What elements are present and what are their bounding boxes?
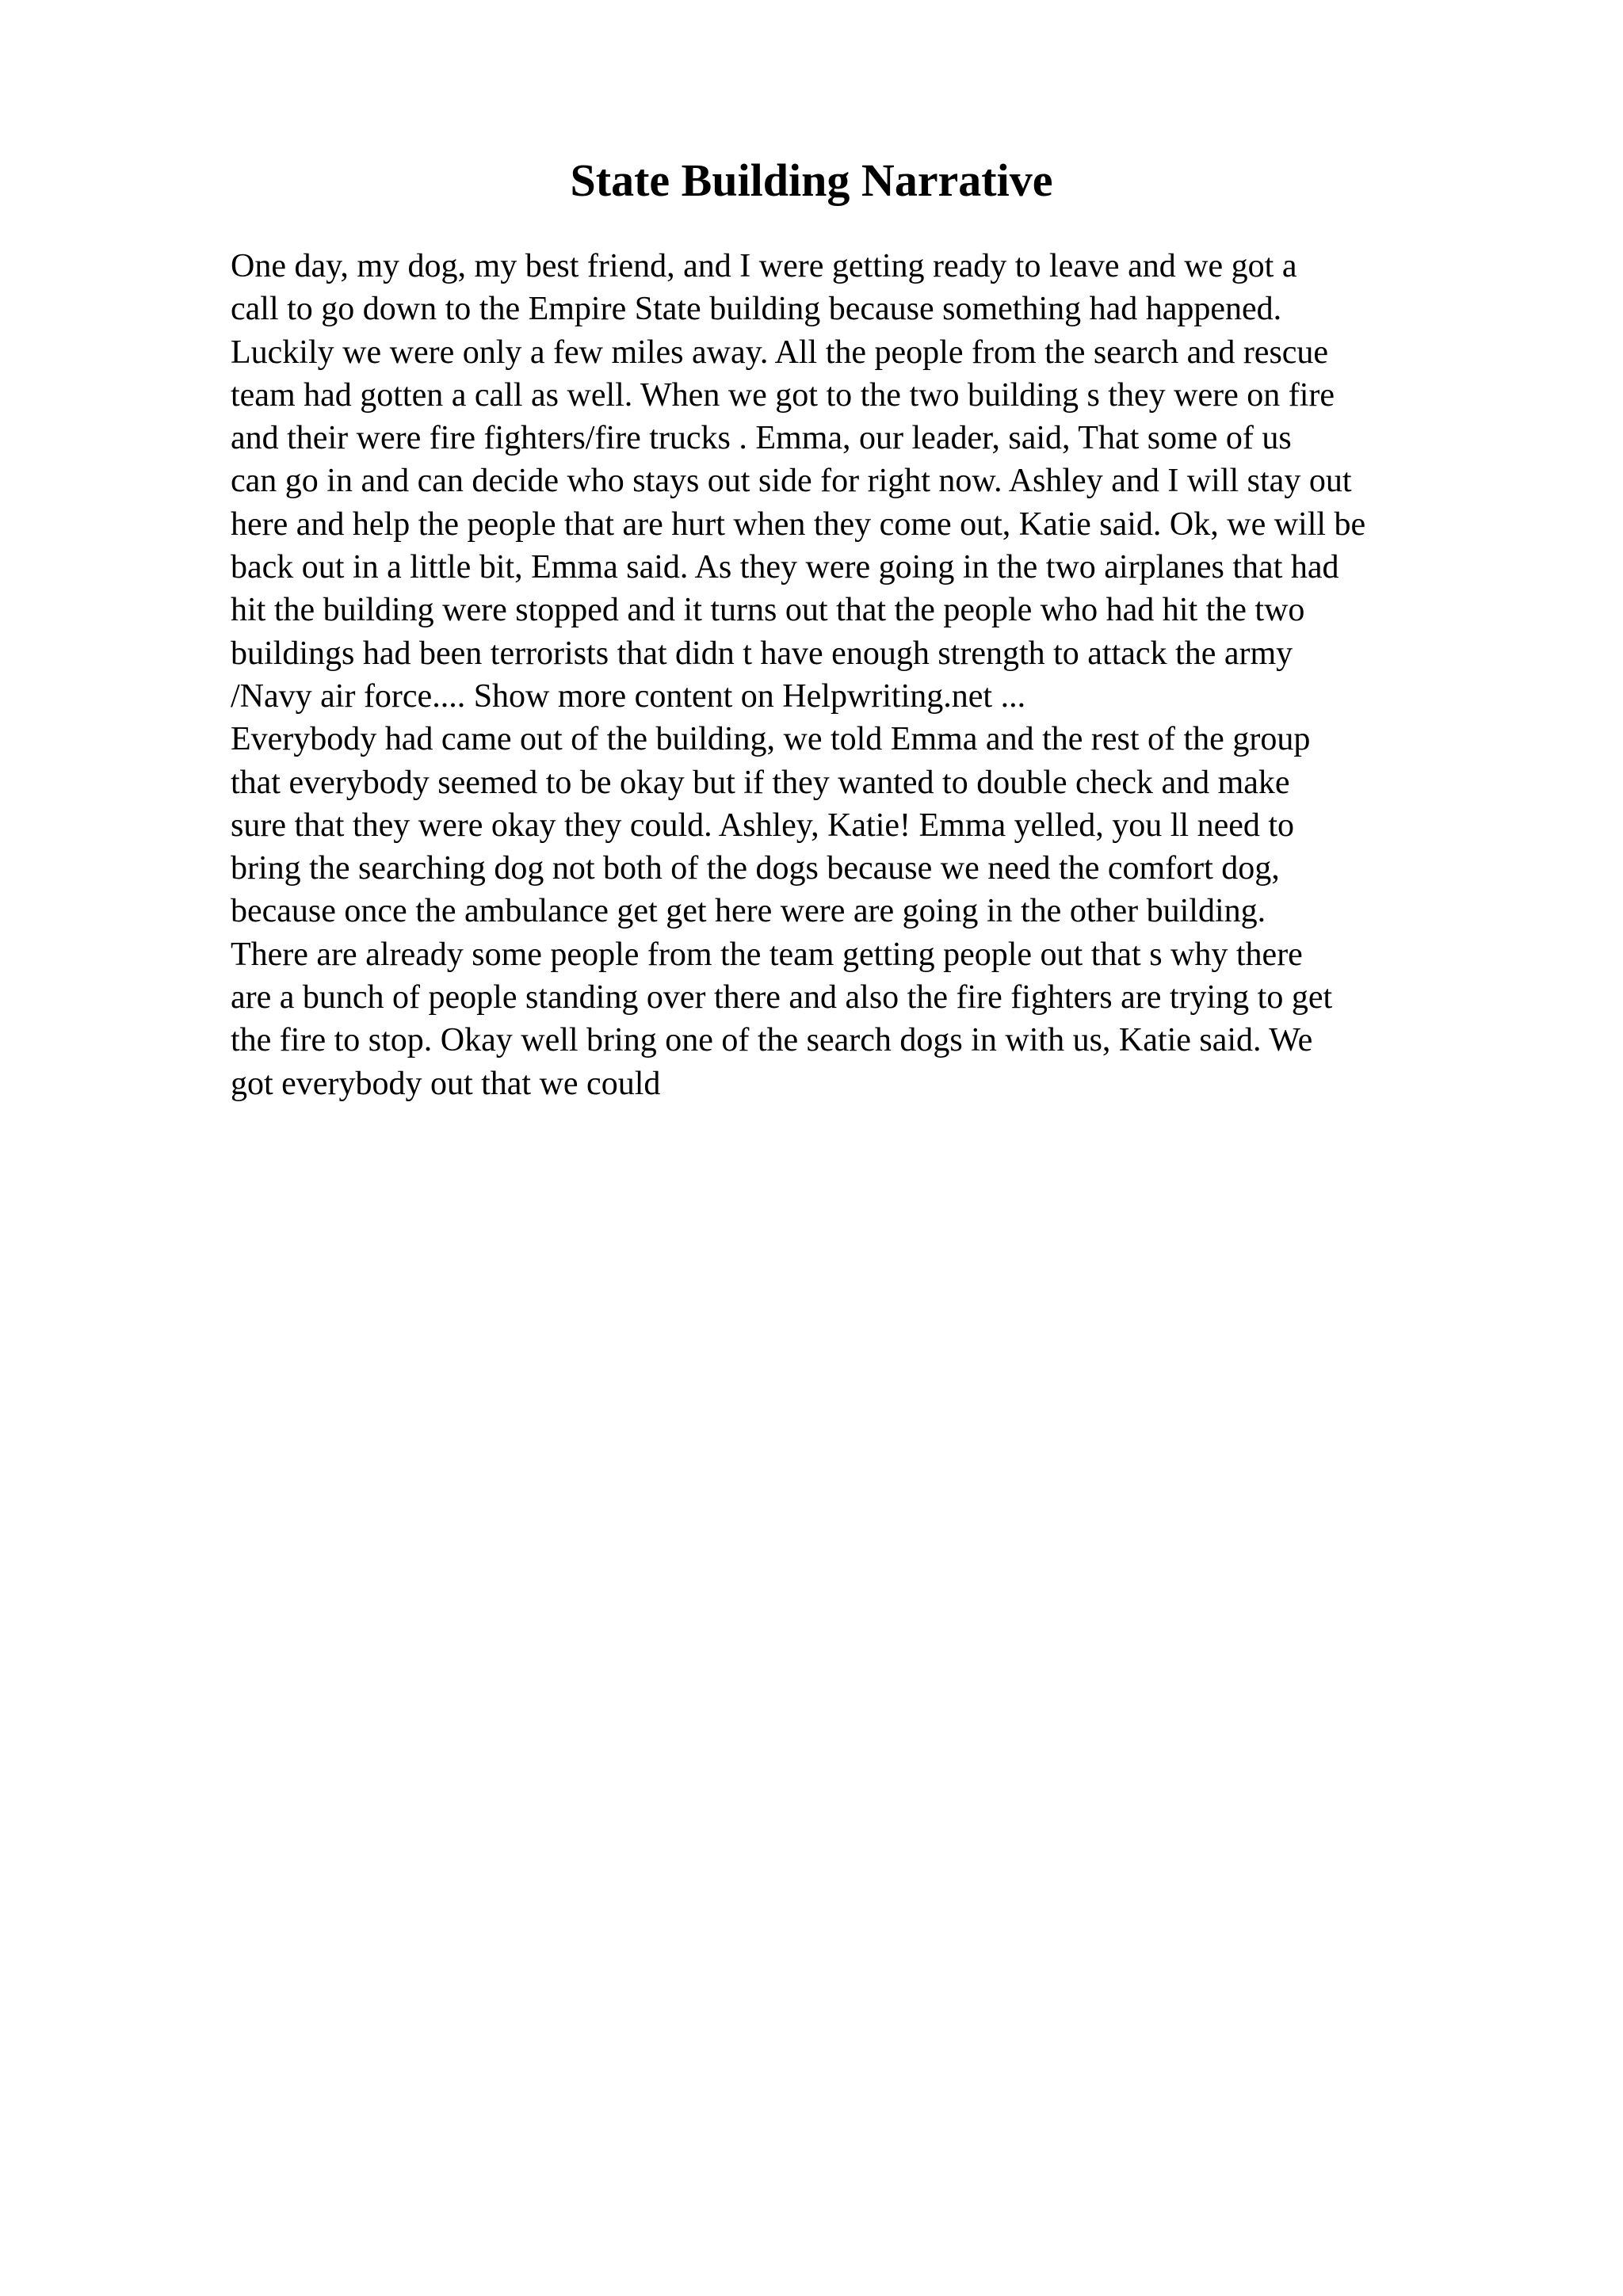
body-line: buildings had been terrorists that didn t have enough strength to attack the army (231, 635, 1293, 672)
body-line: Luckily we were only a few miles away. All the people from the search and rescue (231, 334, 1329, 371)
document-body (231, 245, 1499, 1105)
body-line: sure that they were okay they could. Ashley, Katie! Emma yelled, you ll need to (231, 807, 1295, 844)
body-line: are a bunch of people standing over there and also the fire fighters are trying to get (231, 979, 1333, 1016)
body-line: There are already some people from the team getting people out that s why there (231, 936, 1303, 973)
body-line: hit the building were stopped and it turns out that the people who had hit the two (231, 592, 1305, 629)
body-line: got everybody out that we could (231, 1065, 661, 1102)
body-line: team had gotten a call as well. When we got to the two building s they were on fire (231, 376, 1335, 414)
body-line: One day, my dog, my best friend, and I were getting ready to leave and we got a (231, 248, 1297, 284)
body-line: here and help the people that are hurt when they come out, Katie said. Ok, we will be (231, 505, 1366, 543)
body-line: /Navy air force.... Show more content on Helpwriting.net ... (231, 677, 1026, 715)
body-line: can go in and can decide who stays out side for right now. Ashley and I will stay out (231, 463, 1352, 500)
body-line: and their were fire fighters/fire trucks . Emma, our leader, said, That some of us (231, 420, 1292, 457)
body-line: bring the searching dog not both of the dogs because we need the comfort dog, (231, 850, 1280, 887)
body-line: because once the ambulance get get here were are going in the other building. (231, 893, 1266, 930)
body-line: Everybody had came out of the building, we told Emma and the rest of the group (231, 721, 1311, 758)
document-title: State Building Narrative (570, 154, 1053, 206)
body-line: back out in a little bit, Emma said. As they were going in the two airplanes that had (231, 549, 1339, 586)
body-line: that everybody seemed to be okay but if they wanted to double check and make (231, 764, 1290, 801)
body-line: the fire to stop. Okay well bring one of the search dogs in with us, Katie said. We (231, 1022, 1313, 1059)
body-line: call to go down to the Empire State building because something had happened. (231, 291, 1282, 328)
